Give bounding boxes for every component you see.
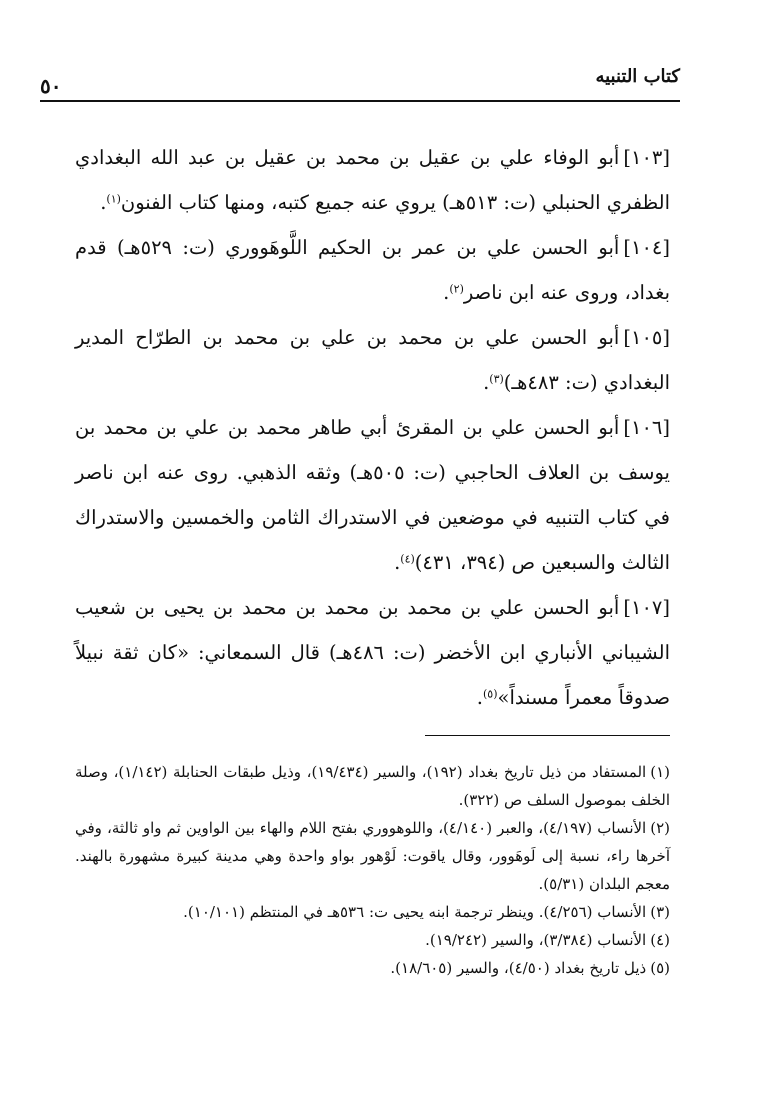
running-header bbox=[40, 60, 680, 100]
entry-103: [١٠٣]أبو الوفاء علي بن عقيل بن محمد بن عقيل بن عبد الله البغدادي الظفري الحنبلي (ت: ٥١٣هـ) يروي عنه جميع كتبه، ومنها كتاب الفنون$^{(١)}$. bbox=[75, 146, 670, 214]
footnotes bbox=[75, 758, 670, 982]
entry-text: أبو الوفاء علي بن عقيل بن محمد بن عقيل بن عبد الله البغدادي الظفري الحنبلي (ت: ٥١٣هـ) يروي عنه جميع كتبه، ومنها كتاب الفنون bbox=[75, 146, 670, 214]
page-number: ٥٠ bbox=[40, 74, 62, 98]
entry-text: أبو الحسن علي بن محمد بن علي بن محمد بن الطرّاح المدير البغدادي (ت: ٤٨٣هـ) bbox=[75, 326, 670, 394]
footnote-number: (٢) bbox=[650, 819, 670, 837]
footnote-ref: (٢) bbox=[449, 282, 464, 296]
footnote-number: (٥) bbox=[650, 959, 670, 977]
entry-text: أبو الحسن علي بن محمد بن محمد بن محمد بن يحيى بن شعيب الشيباني الأنباري ابن الأخضر (ت: ٤٨٦هـ) قال السمعاني: «كان ثقة نبيلاً صدوقاً معمراً مسنداً» bbox=[75, 596, 670, 709]
book-title: كتاب التنبيه bbox=[595, 66, 680, 87]
entry-number: [١٠٦] bbox=[623, 416, 670, 439]
entry-104: [١٠٤]أبو الحسن علي بن عمر بن الحكيم اللَّوهَووري (ت: ٥٢٩هـ) قدم بغداد، وروى عنه ابن ناصر$^{(٢)}$. bbox=[75, 236, 670, 304]
entry-number: [١٠٤] bbox=[623, 236, 670, 259]
footnote-1 bbox=[75, 758, 670, 814]
footnote-5 bbox=[75, 954, 670, 982]
footnote-ref: (٣) bbox=[489, 372, 504, 386]
footnote-ref: (٤) bbox=[400, 552, 415, 566]
footnote-3 bbox=[75, 898, 670, 926]
entry-number: [١٠٥] bbox=[623, 326, 670, 349]
entry-text: أبو الحسن علي بن عمر بن الحكيم اللَّوهَووري (ت: ٥٢٩هـ) قدم بغداد، وروى عنه ابن ناصر bbox=[75, 236, 670, 304]
footnote-number: (٣) bbox=[650, 903, 670, 921]
footnote-text: المستفاد من ذيل تاريخ بغداد (١٩٢)، والسير (١٩/٤٣٤)، وذيل طبقات الحنابلة (١/١٤٢)، وصلة الخلف بموصول السلف ص (٣٢٢). bbox=[75, 763, 670, 809]
footnote-divider bbox=[425, 735, 670, 736]
footnote-2 bbox=[75, 814, 670, 898]
footnote-text: الأنساب (٤/١٩٧)، والعبر (٤/١٤٠)، واللوهووري بفتح اللام والهاء بين الواوين ثم واو ثالثة، وفي آخرها راء، نسبة إلى لَوهَوور، وقال ياقوت: لَوْهور بواو واحدة وهي مدينة كبيرة مشهورة بالهند. معجم البلدان (٥/٣١). bbox=[75, 819, 670, 893]
entry-text: أبو الحسن علي بن المقرئ أبي طاهر محمد بن علي بن محمد بن يوسف بن العلاف الحاجبي (ت: ٥٠٥هـ) وثقه الذهبي. روى عنه ابن ناصر في كتاب التنبيه في موضعين في الاستدراك الثامن والخمسين والاستدراك الثالث والسبعين ص (٣٩٤، ٤٣١) bbox=[75, 416, 670, 574]
entry-106: [١٠٦]أبو الحسن علي بن المقرئ أبي طاهر محمد بن علي بن محمد بن يوسف بن العلاف الحاجبي (ت: ٥٠٥هـ) وثقه الذهبي. روى عنه ابن ناصر في كتاب التنبيه في موضعين في الاستدراك الثامن والخمسين والاستدراك الثالث والسبعين ص (٣٩٤، ٤٣١)$^{(٤)}$. bbox=[75, 416, 670, 574]
entry-105: [١٠٥]أبو الحسن علي بن محمد بن علي بن محمد بن الطرّاح المدير البغدادي (ت: ٤٨٣هـ)$^{(٣)}$. bbox=[75, 326, 670, 394]
footnote-number: (٤) bbox=[650, 931, 670, 949]
entry-number: [١٠٧] bbox=[623, 596, 670, 619]
main-text bbox=[75, 135, 670, 720]
footnote-number: (١) bbox=[650, 763, 670, 781]
entry-107: [١٠٧]أبو الحسن علي بن محمد بن محمد بن محمد بن يحيى بن شعيب الشيباني الأنباري ابن الأخضر (ت: ٤٨٦هـ) قال السمعاني: «كان ثقة نبيلاً صدوقاً معمراً مسنداً»$^{(٥)}$. bbox=[75, 596, 670, 709]
header-divider bbox=[40, 100, 680, 102]
footnote-text: ذيل تاريخ بغداد (٤/٥٠)، والسير (١٨/٦٠٥). bbox=[390, 959, 647, 977]
footnote-text: الأنساب (٣/٣٨٤)، والسير (١٩/٢٤٢). bbox=[425, 931, 647, 949]
entry-number: [١٠٣] bbox=[623, 146, 670, 169]
footnote-4 bbox=[75, 926, 670, 954]
footnote-ref: (٥) bbox=[483, 687, 498, 701]
footnote-text: الأنساب (٤/٢٥٦). وينظر ترجمة ابنه يحيى ت: ٥٣٦هـ في المنتظم (١٠/١٠١). bbox=[183, 903, 647, 921]
footnote-ref: (١) bbox=[106, 192, 121, 206]
